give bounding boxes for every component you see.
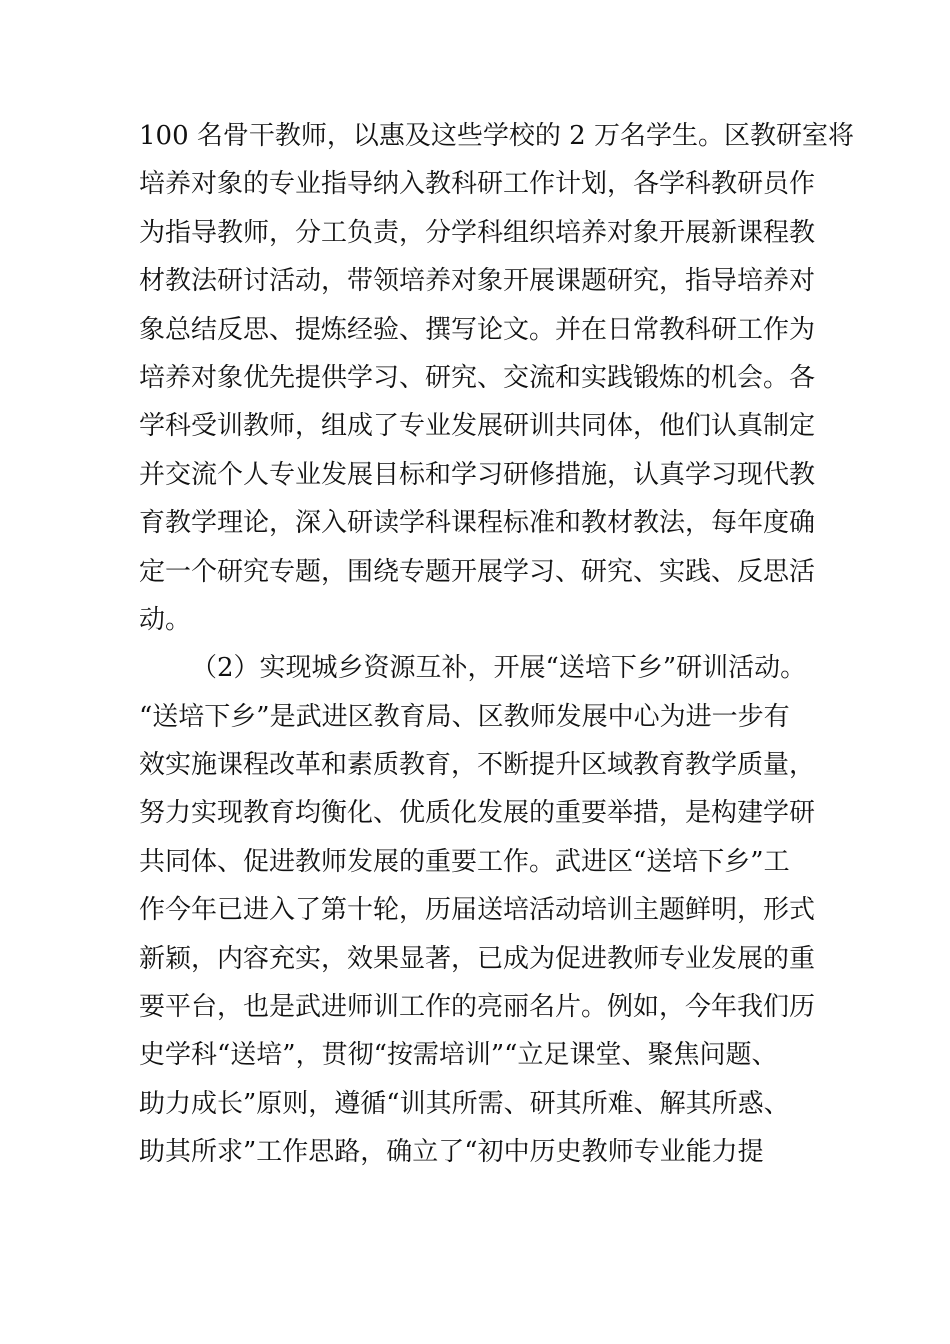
text-line: 新颖，内容充实，效果显著，已成为促进教师专业发展的重	[139, 943, 816, 974]
text-line: 共同体、促进教师发展的重要工作。武进区“送培下乡”工	[139, 846, 790, 877]
text-line: 定一个研究专题，围绕专题开展学习、研究、实践、反思活	[139, 556, 816, 587]
section-heading-line: （2）实现城乡资源互补，开展“送培下乡”研训活动。	[191, 653, 807, 684]
text-line: 培养对象的专业指导纳入教科研工作计划，各学科教研员作	[139, 169, 816, 200]
text-line: 史学科“送培”，贯彻“按需培训”“立足课堂、聚焦问题、	[139, 1040, 778, 1071]
text-line: 100 名骨干教师，以惠及这些学校的 2 万名学生。区教研室将	[139, 121, 854, 151]
text-line: 培养对象优先提供学习、研究、交流和实践锻炼的机会。各	[139, 362, 816, 393]
text-line: 为指导教师，分工负责，分学科组织培养对象开展新课程教	[139, 217, 816, 248]
text-line: 并交流个人专业发展目标和学习研修措施，认真学习现代教	[139, 459, 816, 490]
text-line: 助力成长”原则，遵循“训其所需、研其所难、解其所惑、	[139, 1088, 790, 1119]
text-line: 效实施课程改革和素质教育，不断提升区域教育教学质量，	[139, 750, 816, 781]
text-line: 作今年已进入了第十轮，历届送培活动培训主题鲜明，形式	[139, 895, 816, 926]
body-text	[139, 112, 854, 1177]
text-line: “送培下乡”是武进区教育局、区教师发展中心为进一步有	[139, 701, 790, 732]
text-line: 材教法研讨活动，带领培养对象开展课题研究，指导培养对	[139, 266, 816, 297]
text-line: 育教学理论，深入研读学科课程标准和教材教法，每年度确	[139, 508, 816, 539]
text-line: 努力实现教育均衡化、优质化发展的重要举措，是构建学研	[139, 798, 816, 829]
text-line: 助其所求”工作思路，确立了“初中历史教师专业能力提	[139, 1137, 764, 1168]
text-line: 象总结反思、提炼经验、撰写论文。并在日常教科研工作为	[139, 314, 816, 345]
text-line: 要平台，也是武进师训工作的亮丽名片。例如，今年我们历	[139, 992, 816, 1023]
text-line: 动。	[139, 604, 192, 635]
text-line: 学科受训教师，组成了专业发展研训共同体，他们认真制定	[139, 411, 816, 442]
